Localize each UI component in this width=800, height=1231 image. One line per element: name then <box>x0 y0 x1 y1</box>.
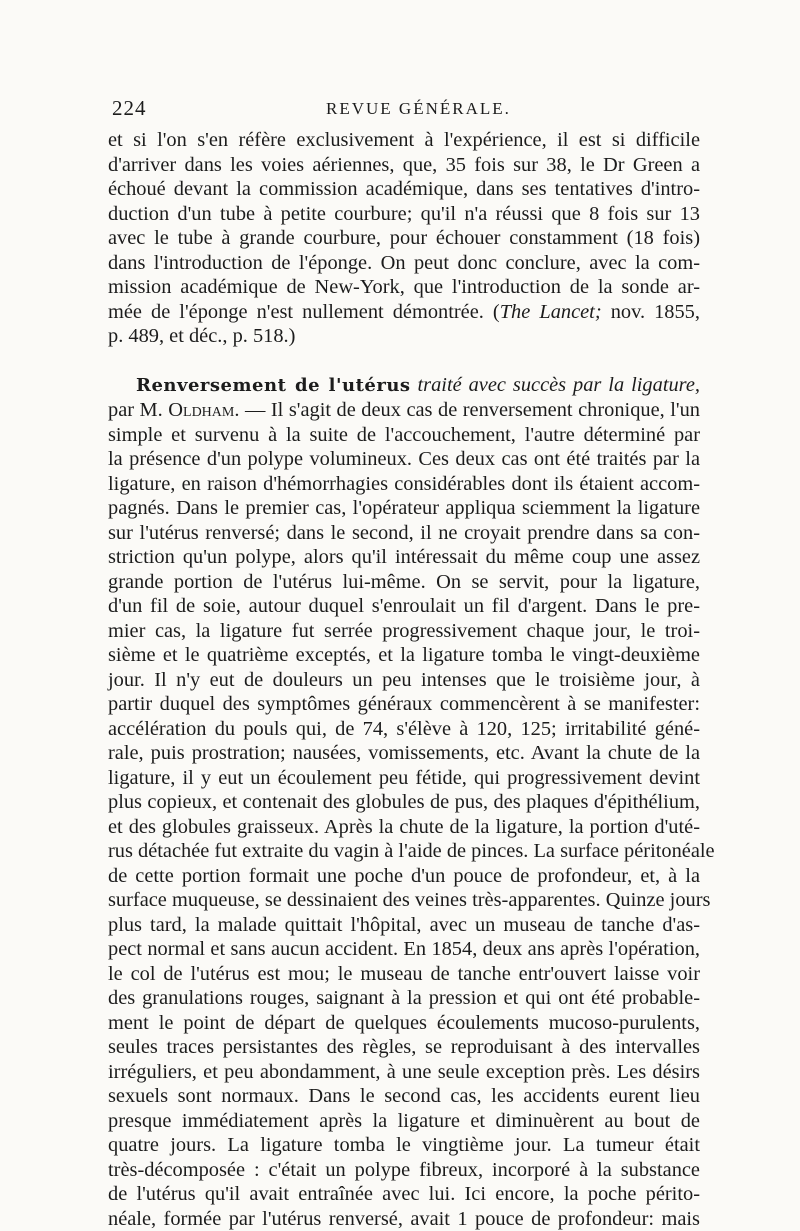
article-body-lines <box>108 423 700 1231</box>
text-line: grande portion de l'utérus lui-même. On se servit, pour la ligature, <box>108 570 700 595</box>
running-head <box>108 96 700 126</box>
article-title: Renversement de l'utérus <box>136 375 411 396</box>
text-line: partir duquel des symptômes généraux commencèrent à se manifester: <box>108 692 700 717</box>
text-line: de l'utérus qu'il avait entraînée avec lui. Ici encore, la poche périto- <box>108 1182 700 1207</box>
page-number: 224 <box>112 96 147 121</box>
author-prefix: par M. <box>108 399 168 421</box>
text-line: rus détachée fut extraite du vagin à l'aide de pinces. La surface péritonéale <box>108 839 700 864</box>
text-line: et si l'on s'en réfère exclusivement à l'expérience, il est si difficile <box>108 128 700 153</box>
text-line: mission académique de New-York, que l'introduction de la sonde ar- <box>108 275 700 300</box>
book-page <box>108 96 700 1231</box>
author-line <box>108 398 700 423</box>
running-title: REVUE GÉNÉRALE. <box>326 99 511 119</box>
text-fragment: nov. 1855, <box>602 301 700 323</box>
text-line: sur l'utérus renversé; dans le second, il ne croyait prendre dans sa con- <box>108 521 700 546</box>
text-line: le col de l'utérus est mou; le museau de tanche entr'ouvert laisse voir <box>108 962 700 987</box>
text-line: ment le point de départ de quelques écoulements mucoso-purulents, <box>108 1011 700 1036</box>
text-line: et des globules graisseux. Après la chute de la ligature, la portion d'uté- <box>108 815 700 840</box>
author-name: Oldham <box>168 399 234 421</box>
text-line: rale, puis prostration; nausées, vomissements, etc. Avant la chute de la <box>108 741 700 766</box>
text-line: échoué devant la commission académique, dans ses tentatives d'intro- <box>108 177 700 202</box>
text-line: jour. Il n'y eut de douleurs un peu intenses que le troisième jour, à <box>108 668 700 693</box>
text-line: presque immédiatement après la ligature et diminuèrent au bout de <box>108 1109 700 1134</box>
paragraph-continuation <box>108 128 700 349</box>
text-line: accélération du pouls qui, de 74, s'élève à 120, 125; irritabilité géné- <box>108 717 700 742</box>
text-line: ligature, en raison d'hémorrhagies considérables dont ils étaient accom- <box>108 472 700 497</box>
article-subtitle: traité avec succès par la ligature, <box>411 374 700 396</box>
text-line-citation <box>108 300 700 325</box>
text-line: sième et le quatrième exceptés, et la ligature tomba le vingt-deuxième <box>108 643 700 668</box>
text-line: plus copieux, et contenait des globules de pus, des plaques d'épithélium, <box>108 790 700 815</box>
text-line: duction d'un tube à petite courbure; qu'il n'a réussi que 8 fois sur 13 <box>108 202 700 227</box>
text-line: pect normal et sans aucun accident. En 1854, deux ans après l'opération, <box>108 937 700 962</box>
text-line: quatre jours. La ligature tomba le vingtième jour. La tumeur était <box>108 1133 700 1158</box>
text-line: surface muqueuse, se dessinaient des veines très-apparentes. Quinze jours <box>108 888 700 913</box>
text-line: très-décomposée : c'était un polype fibreux, incorporé à la substance <box>108 1158 700 1183</box>
text-line: néale, formée par l'utérus renversé, avait 1 pouce de profondeur: mais <box>108 1207 700 1231</box>
text-line: de cette portion formait une poche d'un pouce de profondeur, et, à la <box>108 864 700 889</box>
text-fragment: . — Il s'agit de deux cas de renversement chronique, l'un <box>234 399 700 421</box>
article-heading-line <box>108 373 700 399</box>
text-line: irréguliers, et peu abondamment, à une seule exception près. Les désirs <box>108 1060 700 1085</box>
text-line: pagnés. Dans le premier cas, l'opérateur appliqua sciemment la ligature <box>108 496 700 521</box>
text-line: mier cas, la ligature fut serrée progressivement chaque jour, le troi- <box>108 619 700 644</box>
text-line: p. 489, et déc., p. 518.) <box>108 324 700 349</box>
journal-title: The Lancet; <box>500 301 602 323</box>
text-line: plus tard, la malade quittait l'hôpital, avec un museau de tanche d'as- <box>108 913 700 938</box>
text-line: la présence d'un polype volumineux. Ces deux cas ont été traités par la <box>108 447 700 472</box>
body-text <box>108 128 700 1231</box>
text-line: d'un fil de soie, autour duquel s'enroulait un fil d'argent. Dans le pre- <box>108 594 700 619</box>
text-line: dans l'introduction de l'éponge. On peut donc conclure, avec la com- <box>108 251 700 276</box>
text-line: des granulations rouges, saignant à la pression et qui ont été probable- <box>108 986 700 1011</box>
text-line: sexuels sont normaux. Dans le second cas, les accidents eurent lieu <box>108 1084 700 1109</box>
text-line: avec le tube à grande courbure, pour échouer constamment (18 fois) <box>108 226 700 251</box>
text-line: striction qu'un polype, alors qu'il intéressait du même coup une assez <box>108 545 700 570</box>
text-line: seules traces persistantes des règles, se reproduisant à des intervalles <box>108 1035 700 1060</box>
text-line: ligature, il y eut un écoulement peu fétide, qui progressivement devint <box>108 766 700 791</box>
text-fragment: mée de l'éponge n'est nullement démontrée. ( <box>108 301 500 323</box>
article-oldham <box>108 373 700 1231</box>
text-line: simple et survenu à la suite de l'accouchement, l'autre déterminé par <box>108 423 700 448</box>
text-line: d'arriver dans les voies aériennes, que, 35 fois sur 38, le Dr Green a <box>108 153 700 178</box>
